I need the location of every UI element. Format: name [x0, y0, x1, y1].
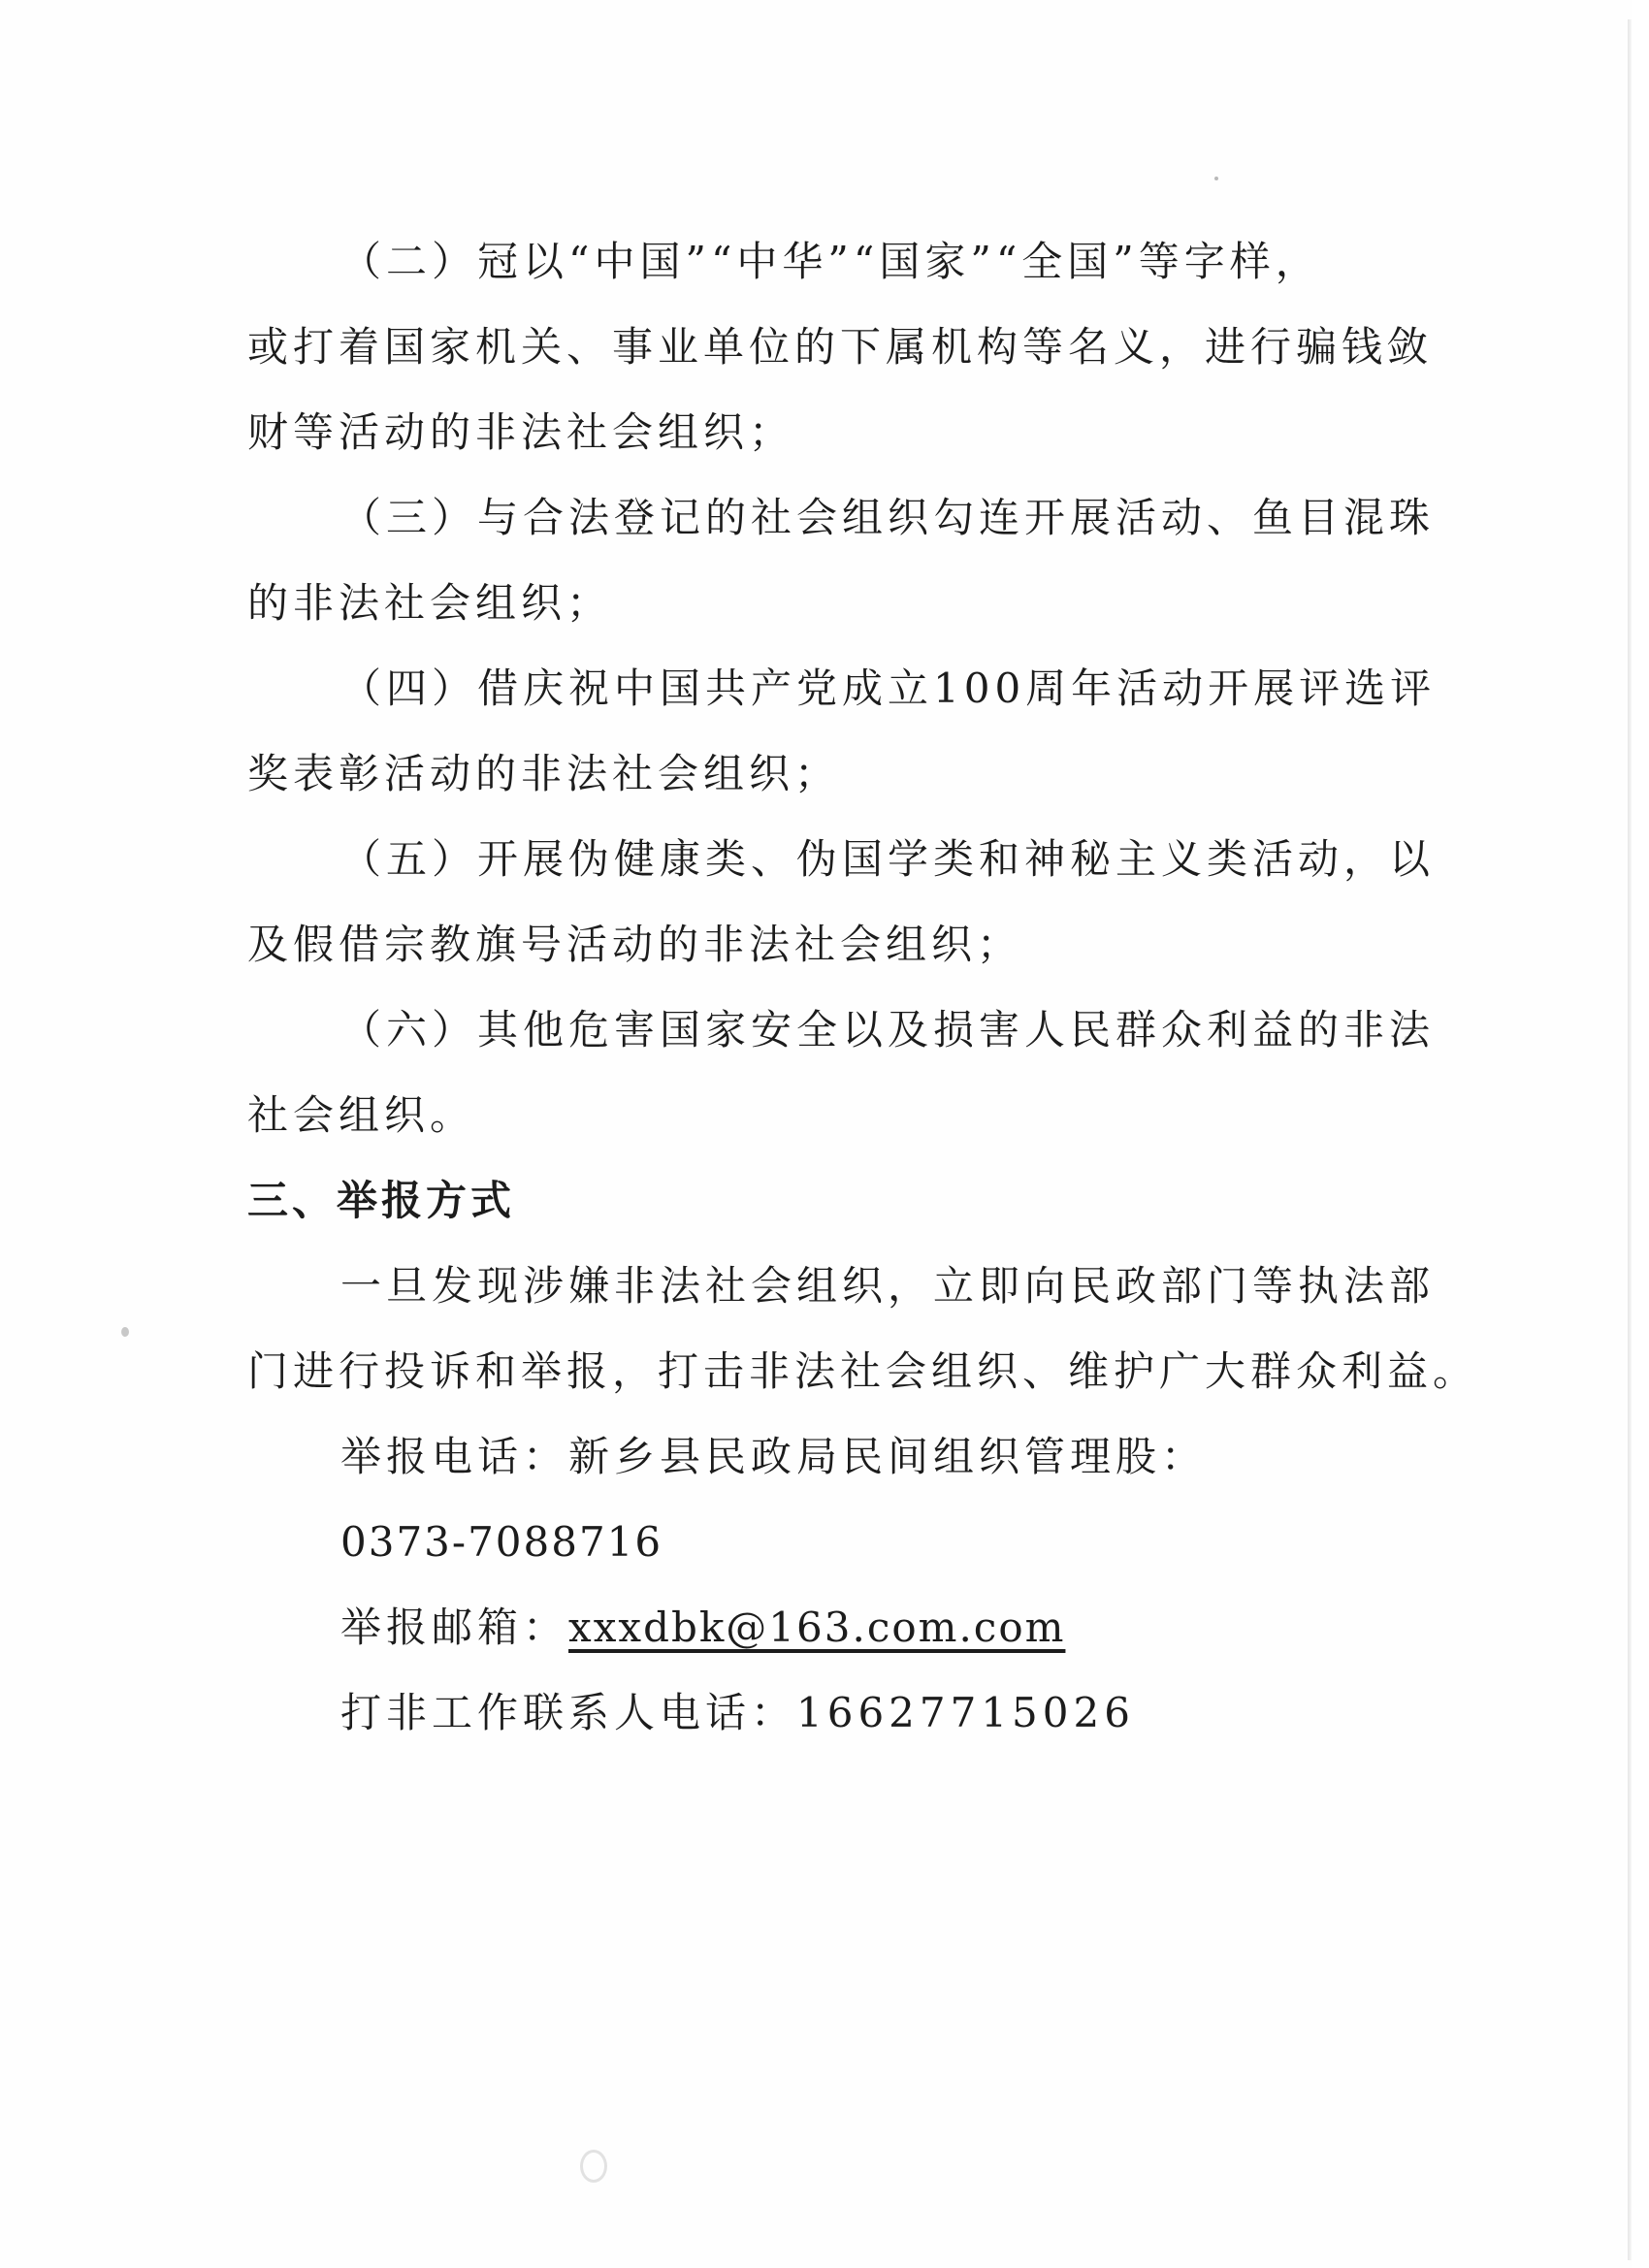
- scan-speck: [121, 1327, 129, 1337]
- item-4-line-1: （四）借庆祝中国共产党成立100周年活动开展评选评: [340, 664, 1437, 712]
- report-phone-number: 0373-7088716: [340, 1518, 663, 1566]
- section-3-body-line-1: 一旦发现涉嫌非法社会组织，立即向民政部门等执法部: [340, 1262, 1436, 1310]
- scan-speck: [1214, 177, 1218, 180]
- item-5-line-2: 及假借宗教旗号活动的非法社会组织；: [247, 921, 1023, 968]
- report-email-link[interactable]: xxxdbk@163.com.com: [568, 1604, 1066, 1651]
- scan-speck: [580, 2150, 607, 2183]
- report-phone-label: 举报电话：新乡县民政局民间组织管理股：: [340, 1433, 1208, 1480]
- section-3-heading: 三、举报方式: [247, 1177, 516, 1224]
- item-5-line-1: （五）开展伪健康类、伪国学类和神秘主义类活动，以: [340, 835, 1436, 883]
- document-body: [247, 219, 1479, 1756]
- item-2-line-2: 或打着国家机关、事业单位的下属机构等名义，进行骗钱敛: [247, 323, 1434, 371]
- report-email-row: [247, 1585, 1373, 1670]
- item-4-line-2: 奖表彰活动的非法社会组织；: [247, 750, 841, 797]
- item-3-line-2: 的非法社会组织；: [247, 579, 613, 627]
- page-edge: [1632, 0, 1649, 2268]
- report-email-label: 举报邮箱：: [340, 1604, 569, 1651]
- item-2-line-1: （二）冠以“中国”“中华”“国家”“全国”等字样，: [340, 238, 1321, 285]
- contact-person-phone: 打非工作联系人电话：16627715026: [340, 1689, 1135, 1736]
- item-3-line-1: （三）与合法登记的社会组织勾连开展活动、鱼目混珠: [340, 494, 1436, 541]
- item-6-line-2: 社会组织。: [247, 1091, 476, 1139]
- item-6-line-1: （六）其他危害国家安全以及损害人民群众利益的非法: [340, 1006, 1436, 1053]
- item-2-line-3: 财等活动的非法社会组织；: [247, 408, 795, 456]
- section-3-body-line-2: 门进行投诉和举报，打击非法社会组织、维护广大群众利益。: [247, 1347, 1479, 1395]
